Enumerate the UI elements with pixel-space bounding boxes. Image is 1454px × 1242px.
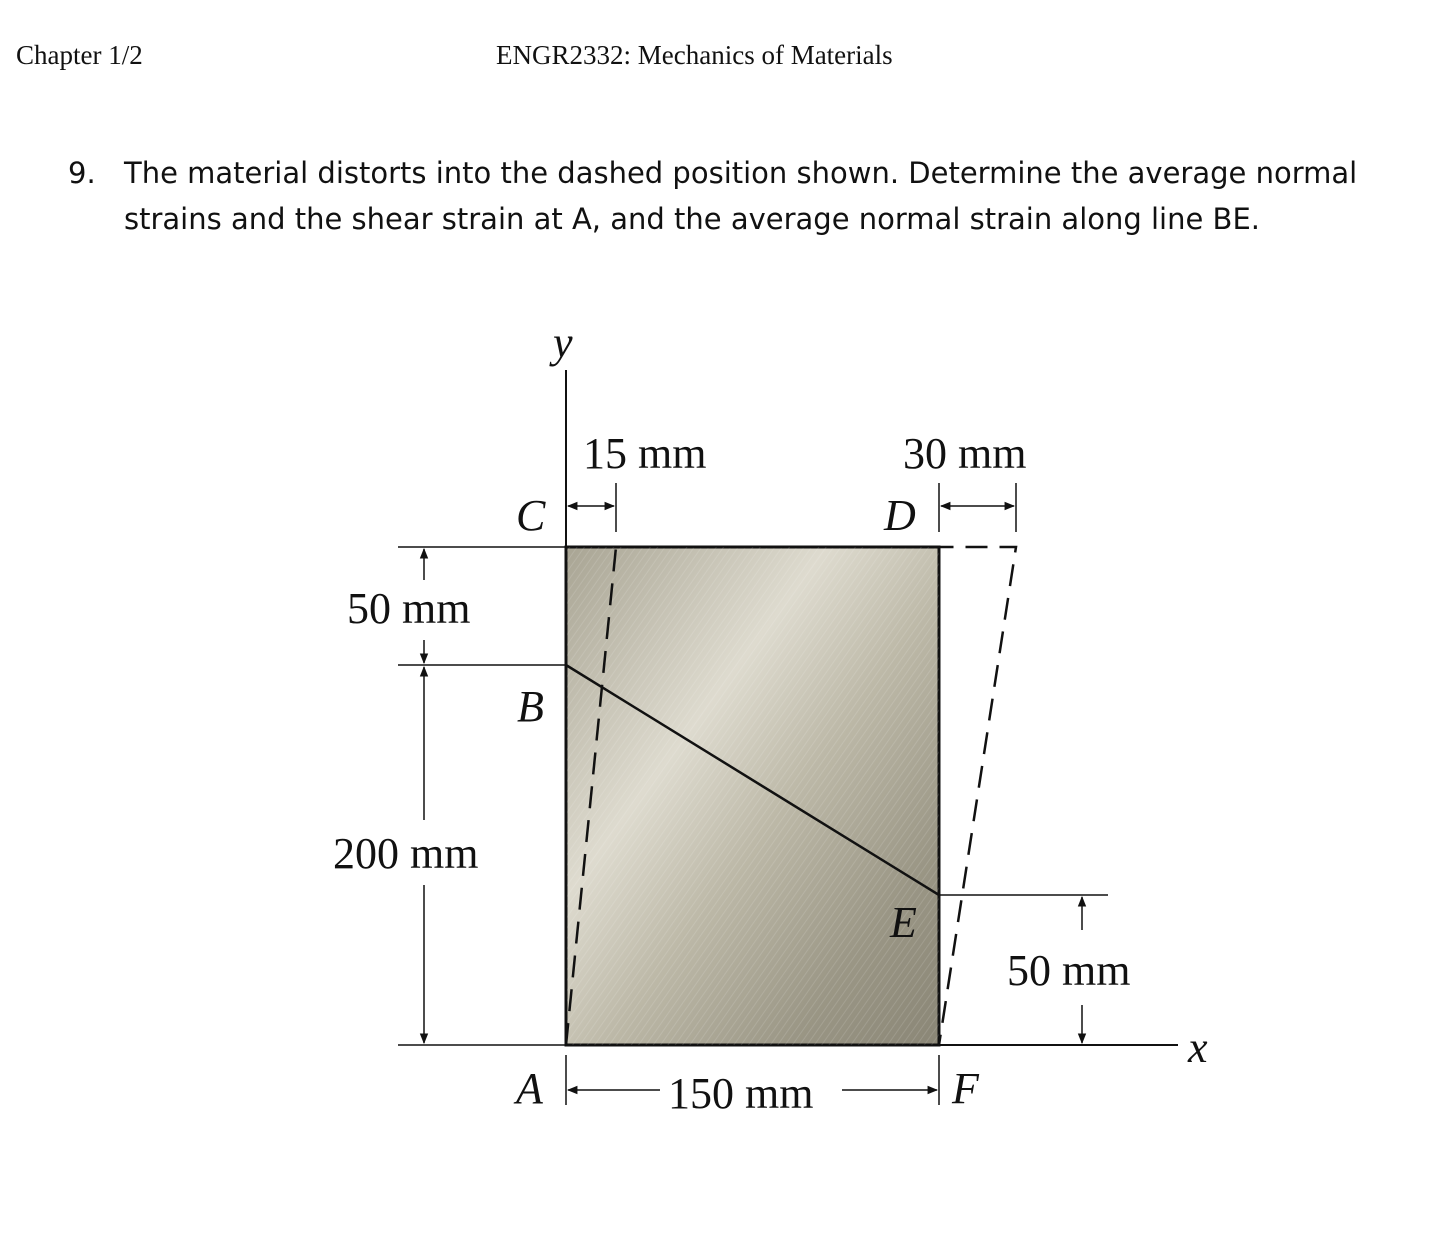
label-point-d: D <box>884 491 916 540</box>
label-x-axis: x <box>1188 1023 1208 1072</box>
header-chapter: Chapter 1/2 <box>16 40 143 70</box>
label-point-b: B <box>517 682 544 731</box>
label-15mm: 15 mm <box>583 429 707 478</box>
label-point-c: C <box>516 491 546 540</box>
label-point-a: A <box>516 1064 543 1113</box>
header-course-title: ENGR2332: Mechanics of Materials <box>496 40 893 70</box>
label-30mm: 30 mm <box>903 429 1027 478</box>
label-150mm: 150 mm <box>668 1069 814 1118</box>
label-50mm-left: 50 mm <box>347 584 471 633</box>
label-200mm: 200 mm <box>333 829 479 878</box>
problem-text: The material distorts into the dashed position shown. Determine the average normal strains and the shear strain at A, and the average normal strain along line BE. <box>124 156 1358 236</box>
label-point-e: E <box>890 898 917 947</box>
label-y-axis: y <box>553 318 573 367</box>
plate-texture <box>566 547 939 1045</box>
problem-number: 9. <box>68 156 96 190</box>
label-point-f: F <box>952 1064 979 1113</box>
label-50mm-right: 50 mm <box>1007 946 1131 995</box>
